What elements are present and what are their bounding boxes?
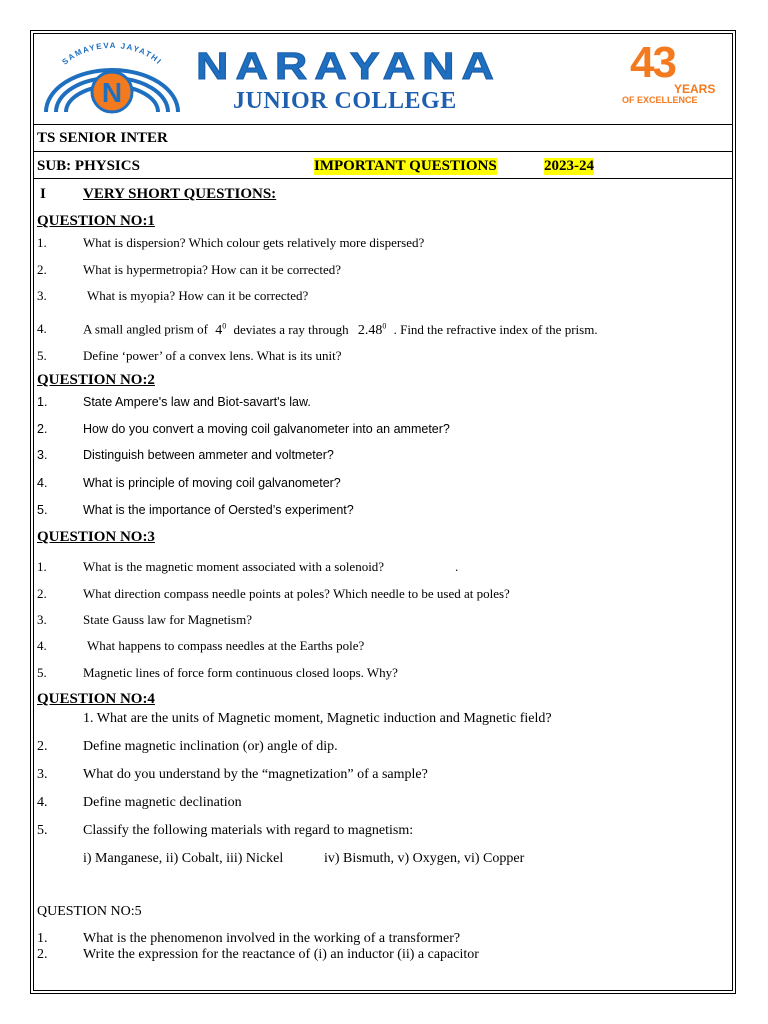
prism-text-c: . Find the refractive index of the prism.: [393, 321, 598, 337]
item-number: 4.: [37, 321, 47, 336]
item-number: 1.: [37, 559, 47, 574]
list-item: What do you understand by the “magnetization” of a sample?: [83, 767, 428, 782]
section-title: VERY SHORT QUESTIONS:: [83, 186, 277, 202]
item-number: 5.: [37, 823, 48, 838]
item-number: 4.: [37, 476, 48, 490]
badge-years: YEARS: [674, 82, 716, 96]
stray-mark: .: [455, 559, 459, 574]
deviation-angle: [358, 323, 387, 338]
list-item: State Gauss law for Magnetism?: [83, 612, 252, 627]
question-heading: QUESTION NO:2: [37, 372, 155, 388]
list-item: What happens to compass needles at the Earths pole?: [87, 638, 365, 653]
degree-symbol: 0: [382, 321, 387, 330]
item-number: 5.: [37, 348, 47, 363]
item-number: 2.: [37, 422, 48, 436]
materials-list-a: i) Manganese, ii) Cobalt, iii) Nickel: [83, 851, 284, 866]
item-number: 3.: [37, 448, 48, 462]
item-number: 5.: [37, 503, 48, 517]
item-number: 2.: [37, 262, 47, 277]
item-number: 3.: [37, 288, 47, 303]
item-number: 2.: [37, 739, 48, 754]
brand-name: NARAYANA: [196, 46, 501, 88]
course-label: TS SENIOR INTER: [37, 130, 168, 146]
question-heading: QUESTION NO:3: [37, 529, 155, 545]
list-item: [83, 321, 598, 339]
item-number: 4.: [37, 795, 48, 810]
item-number: 1.: [37, 931, 48, 946]
list-item: What is hypermetropia? How can it be corrected?: [83, 262, 342, 277]
list-item: What is principle of moving coil galvanometer?: [83, 476, 341, 490]
item-number: 3.: [37, 767, 48, 782]
list-item: Classify the following materials with regard to magnetism:: [83, 823, 414, 838]
doc-title: IMPORTANT QUESTIONS: [314, 158, 497, 174]
svg-text:SAMAYEVA JAYATHI: [60, 41, 163, 67]
degree-symbol: 0: [222, 321, 227, 330]
item-number: 1.: [37, 395, 48, 409]
question-heading: QUESTION NO:5: [37, 904, 142, 919]
list-item: What is dispersion? Which colour gets relatively more dispersed?: [83, 235, 425, 250]
list-item: What is the importance of Oersted’s experiment?: [83, 503, 354, 517]
item-number: 3.: [37, 612, 47, 627]
item-number: 2.: [37, 586, 47, 601]
list-item: Define ‘power’ of a convex lens. What is its unit?: [83, 348, 342, 363]
badge-number: 43: [630, 38, 675, 87]
divider: [33, 151, 733, 152]
list-item: Define magnetic declination: [83, 795, 242, 810]
angle-value: 2.48: [357, 322, 383, 338]
list-item: Distinguish between ammeter and voltmeter?: [83, 448, 334, 462]
divider: [33, 178, 733, 179]
list-item: What is myopia? How can it be corrected?: [87, 288, 309, 303]
logo-arc-text: SAMAYEVA JAYATHI: [60, 40, 164, 67]
badge-excellence: OF EXCELLENCE: [622, 95, 698, 105]
years-badge: [622, 38, 718, 108]
subject-label: SUB: PHYSICS: [37, 158, 140, 174]
item-number: 4.: [37, 638, 47, 653]
item-number: 2.: [37, 947, 48, 962]
academic-year: 2023-24: [544, 158, 594, 174]
divider: [33, 124, 733, 125]
logo-letter: N: [101, 77, 123, 108]
item-number: 1.: [37, 235, 47, 250]
angle-value: 4: [215, 322, 223, 338]
list-item: 1. What are the units of Magnetic moment, Magnetic induction and Magnetic field?: [83, 711, 552, 726]
materials-list-b: iv) Bismuth, v) Oxygen, vi) Copper: [324, 851, 525, 866]
list-item: What direction compass needle points at poles? Which needle to be used at poles?: [83, 586, 510, 601]
prism-angle: [215, 323, 226, 338]
list-item: Define magnetic inclination (or) angle of dip.: [83, 739, 338, 754]
list-item: What is the phenomenon involved in the working of a transformer?: [83, 931, 461, 946]
list-item: State Ampere's law and Biot-savart's law.: [83, 395, 311, 409]
question-heading: QUESTION NO:1: [37, 213, 155, 229]
question-heading: QUESTION NO:4: [37, 691, 155, 707]
prism-text-b: deviates a ray through: [233, 321, 349, 337]
section-roman: I: [40, 186, 46, 202]
list-item: What is the magnetic moment associated with a solenoid?: [83, 559, 385, 574]
list-item: Magnetic lines of force form continuous closed loops. Why?: [83, 665, 398, 680]
list-item: Write the expression for the reactance of (i) an inductor (ii) a capacitor: [83, 947, 479, 962]
college-name: JUNIOR COLLEGE: [233, 88, 457, 114]
prism-text-a: A small angled prism of: [83, 321, 208, 337]
item-number: 5.: [37, 665, 47, 680]
narayana-logo-icon: [38, 40, 186, 118]
list-item: How do you convert a moving coil galvanometer into an ammeter?: [83, 422, 450, 436]
